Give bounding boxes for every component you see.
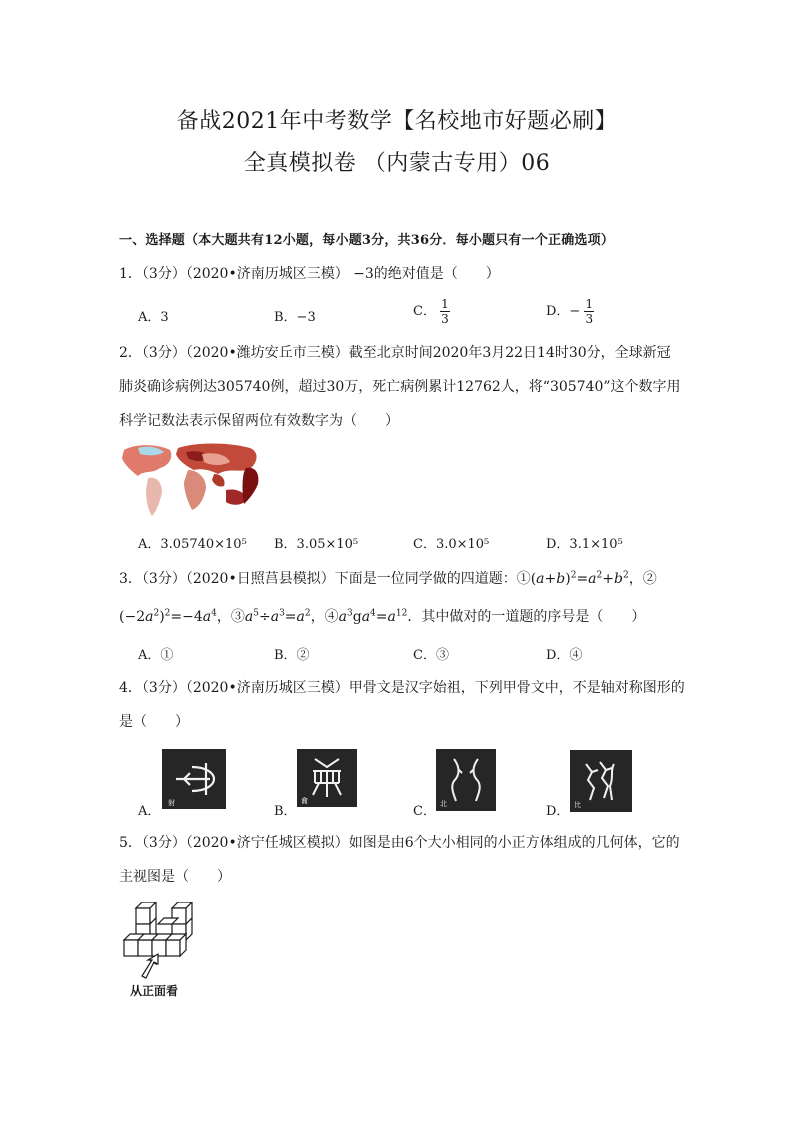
question-4-line1: 4．（3分）（2020•济南历城区三模）甲骨文是汉字始祖，下列甲骨文中，不是轴对称图形的 — [119, 680, 685, 696]
q4-option-b: B． — [274, 804, 297, 819]
q4-option-d: D． — [546, 804, 570, 819]
q1-option-c-prefix: C． — [413, 304, 436, 319]
figure-caption: 从正面看 — [130, 984, 179, 998]
q3-formula-1: $(a+b)^2=a^2+b^2$，② — [530, 570, 657, 587]
fraction-denominator: 3 — [585, 312, 594, 326]
oracle-glyph-yue — [297, 749, 357, 807]
q1-option-d-fraction — [584, 298, 594, 325]
q3-formula-2: $(-2a^2)^2=-4a^4$，$③a^5\div a^3=a^2$，$④a^3ga^4=a^{12}$ — [119, 608, 408, 625]
q2-option-d: D．3.1×10⁵ — [546, 537, 623, 552]
oracle-glyph-bei — [436, 749, 496, 811]
q3-option-b: B．② — [274, 648, 310, 663]
q2-option-c: C．3.0×10⁵ — [413, 537, 490, 552]
question-4-line2: 是（ ） — [119, 714, 189, 730]
q1-option-b: B．−3 — [274, 310, 316, 325]
world-map-image — [118, 440, 264, 520]
question-1-stem: 1．（3分）（2020•济南历城区三模） −3的绝对值是（ ） — [119, 266, 500, 282]
page-title-line1: 备战2021年中考数学【名校地市好题必刷】 — [176, 109, 618, 134]
fraction-denominator: 3 — [441, 312, 449, 326]
q3-option-a: A．① — [138, 648, 174, 663]
question-5-line1: 5．（3分）（2020•济宁任城区模拟）如图是由6个大小相同的小正方体组成的几何体，它的 — [119, 835, 680, 851]
question-3-line2-text: ．其中做对的一道题的序号是（ ） — [407, 609, 646, 625]
q1-option-c — [413, 298, 450, 325]
q3-option-d: D．④ — [546, 648, 583, 663]
cube-stack-figure — [120, 902, 206, 982]
q3-option-c: C．③ — [413, 648, 449, 663]
q1-option-d — [546, 298, 594, 325]
glyph-label: 龠 — [301, 797, 308, 805]
q1-option-d-prefix: D．− — [546, 304, 581, 319]
question-2-line2: 肺炎确诊病例达305740例，超过30万，死亡病例累计12762人，将“305740”这个数字用 — [119, 379, 681, 395]
glyph-label: 比 — [574, 801, 581, 809]
question-3-line1 — [119, 568, 657, 588]
q4-option-a: A． — [138, 804, 161, 819]
glyph-label: 北 — [440, 800, 447, 808]
q4-option-c: C． — [413, 804, 436, 819]
question-2-line3: 科学记数法表示保留两位有效数字为（ ） — [119, 413, 399, 429]
question-3-line1-text: 3．（3分）（2020•日照莒县模拟）下面是一位同学做的四道题：① — [119, 571, 531, 587]
question-2-line1: 2．（3分）（2020•潍坊安丘市三模）截至北京时间2020年3月22日14时30分，全球新冠 — [119, 345, 671, 361]
question-3-line2 — [119, 606, 645, 626]
oracle-glyph-she — [162, 749, 226, 809]
fraction-numerator: 1 — [441, 297, 449, 311]
q2-option-a: A．3.05740×10⁵ — [138, 537, 247, 552]
page-title-line2: 全真模拟卷 （内蒙古专用）06 — [243, 151, 551, 176]
fraction-numerator: 1 — [585, 297, 594, 311]
q2-option-b: B．3.05×10⁵ — [274, 537, 359, 552]
glyph-label: 射 — [168, 799, 175, 807]
q1-option-a: A．3 — [138, 310, 169, 325]
question-5-line2: 主视图是（ ） — [119, 869, 231, 885]
q1-option-c-fraction — [440, 298, 450, 325]
oracle-glyph-bi — [570, 750, 632, 812]
section-header: 一、选择题（本大题共有12小题，每小题3分，共36分．每小题只有一个正确选项） — [119, 233, 615, 248]
